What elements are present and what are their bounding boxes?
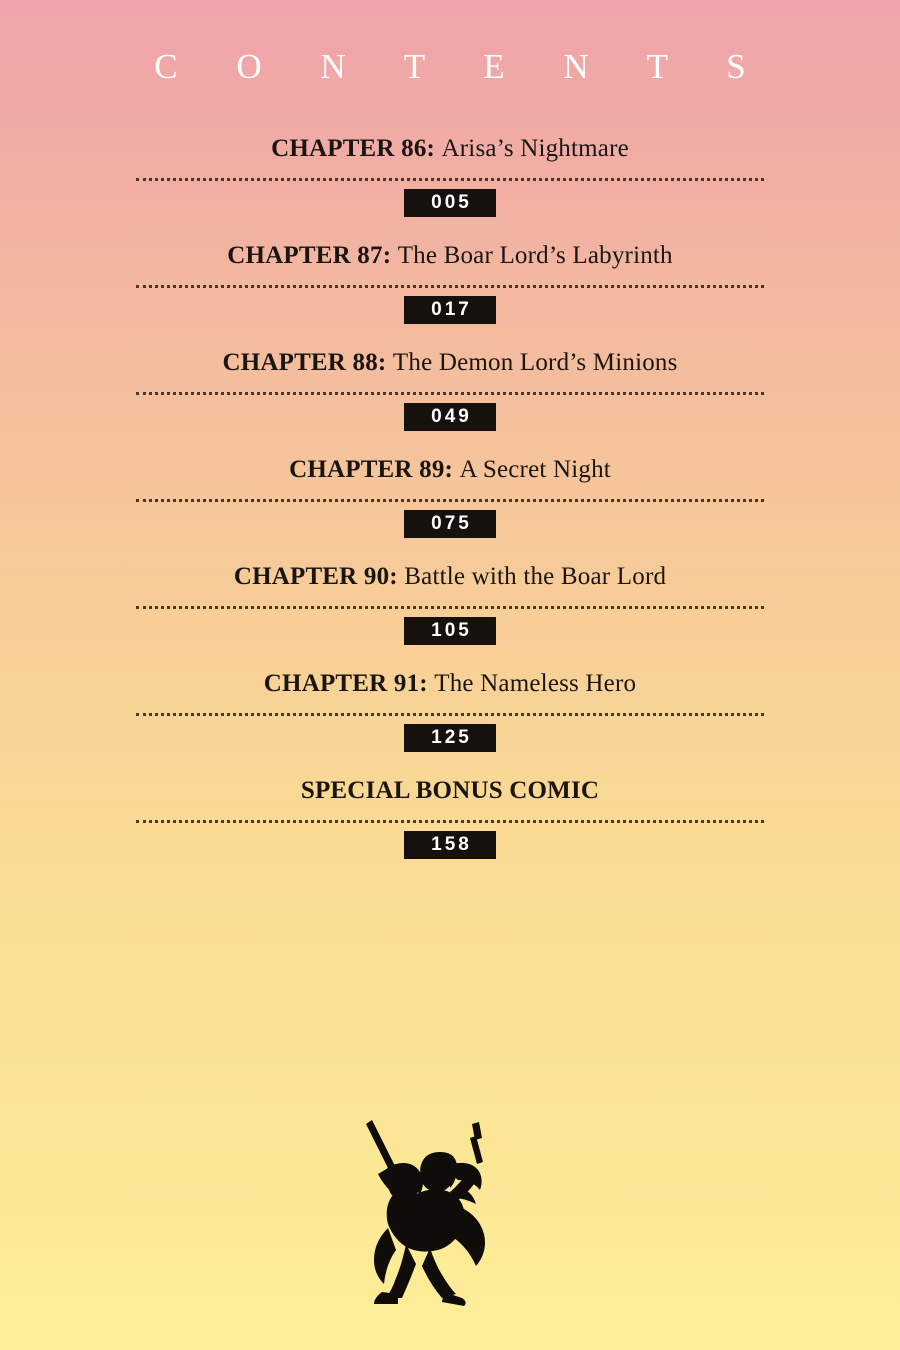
list-item[interactable] bbox=[0, 453, 900, 538]
page-number-badge: 017 bbox=[404, 296, 496, 324]
toc-heading bbox=[0, 346, 900, 380]
chapter-title: The Boar Lord’s Labyrinth bbox=[397, 242, 673, 269]
dotted-divider bbox=[136, 175, 764, 181]
page-number-badge: 125 bbox=[404, 724, 496, 752]
characters-silhouette bbox=[352, 1108, 542, 1308]
page-number-badge: 005 bbox=[404, 189, 496, 217]
dotted-divider bbox=[136, 389, 764, 395]
chapter-label: CHAPTER 89: bbox=[289, 456, 460, 483]
toc-heading bbox=[0, 453, 900, 487]
chapter-label: CHAPTER 90: bbox=[233, 563, 405, 590]
chapter-label: SPECIAL BONUS COMIC bbox=[300, 777, 600, 804]
list-item[interactable] bbox=[0, 239, 900, 324]
dotted-divider bbox=[136, 710, 764, 716]
list-item[interactable] bbox=[0, 132, 900, 217]
chapter-title: The Demon Lord’s Minions bbox=[392, 349, 678, 376]
table-of-contents bbox=[0, 132, 900, 881]
chapter-label: CHAPTER 91: bbox=[263, 670, 435, 697]
page-title: C O N T E N T S bbox=[154, 47, 771, 86]
chapter-title: Arisa’s Nightmare bbox=[441, 135, 629, 162]
toc-heading bbox=[0, 239, 900, 273]
toc-heading bbox=[0, 667, 900, 701]
dotted-divider bbox=[136, 282, 764, 288]
dotted-divider bbox=[136, 603, 764, 609]
list-item[interactable] bbox=[0, 667, 900, 752]
dotted-divider bbox=[136, 496, 764, 502]
page-number-badge: 075 bbox=[404, 510, 496, 538]
list-item[interactable] bbox=[0, 774, 900, 859]
chapter-label: CHAPTER 87: bbox=[227, 242, 398, 269]
page-number-badge: 049 bbox=[404, 403, 496, 431]
list-item[interactable] bbox=[0, 346, 900, 431]
dotted-divider bbox=[136, 817, 764, 823]
chapter-label: CHAPTER 88: bbox=[222, 349, 393, 376]
page-number-badge: 158 bbox=[404, 831, 496, 859]
page-number-badge: 105 bbox=[404, 617, 496, 645]
list-item[interactable] bbox=[0, 560, 900, 645]
chapter-label: CHAPTER 86: bbox=[271, 135, 442, 162]
toc-heading bbox=[0, 560, 900, 594]
chapter-title: A Secret Night bbox=[459, 456, 611, 483]
toc-heading bbox=[0, 774, 900, 808]
chapter-title: The Nameless Hero bbox=[434, 670, 637, 697]
toc-heading bbox=[0, 132, 900, 166]
chapter-title: Battle with the Boar Lord bbox=[404, 563, 667, 590]
